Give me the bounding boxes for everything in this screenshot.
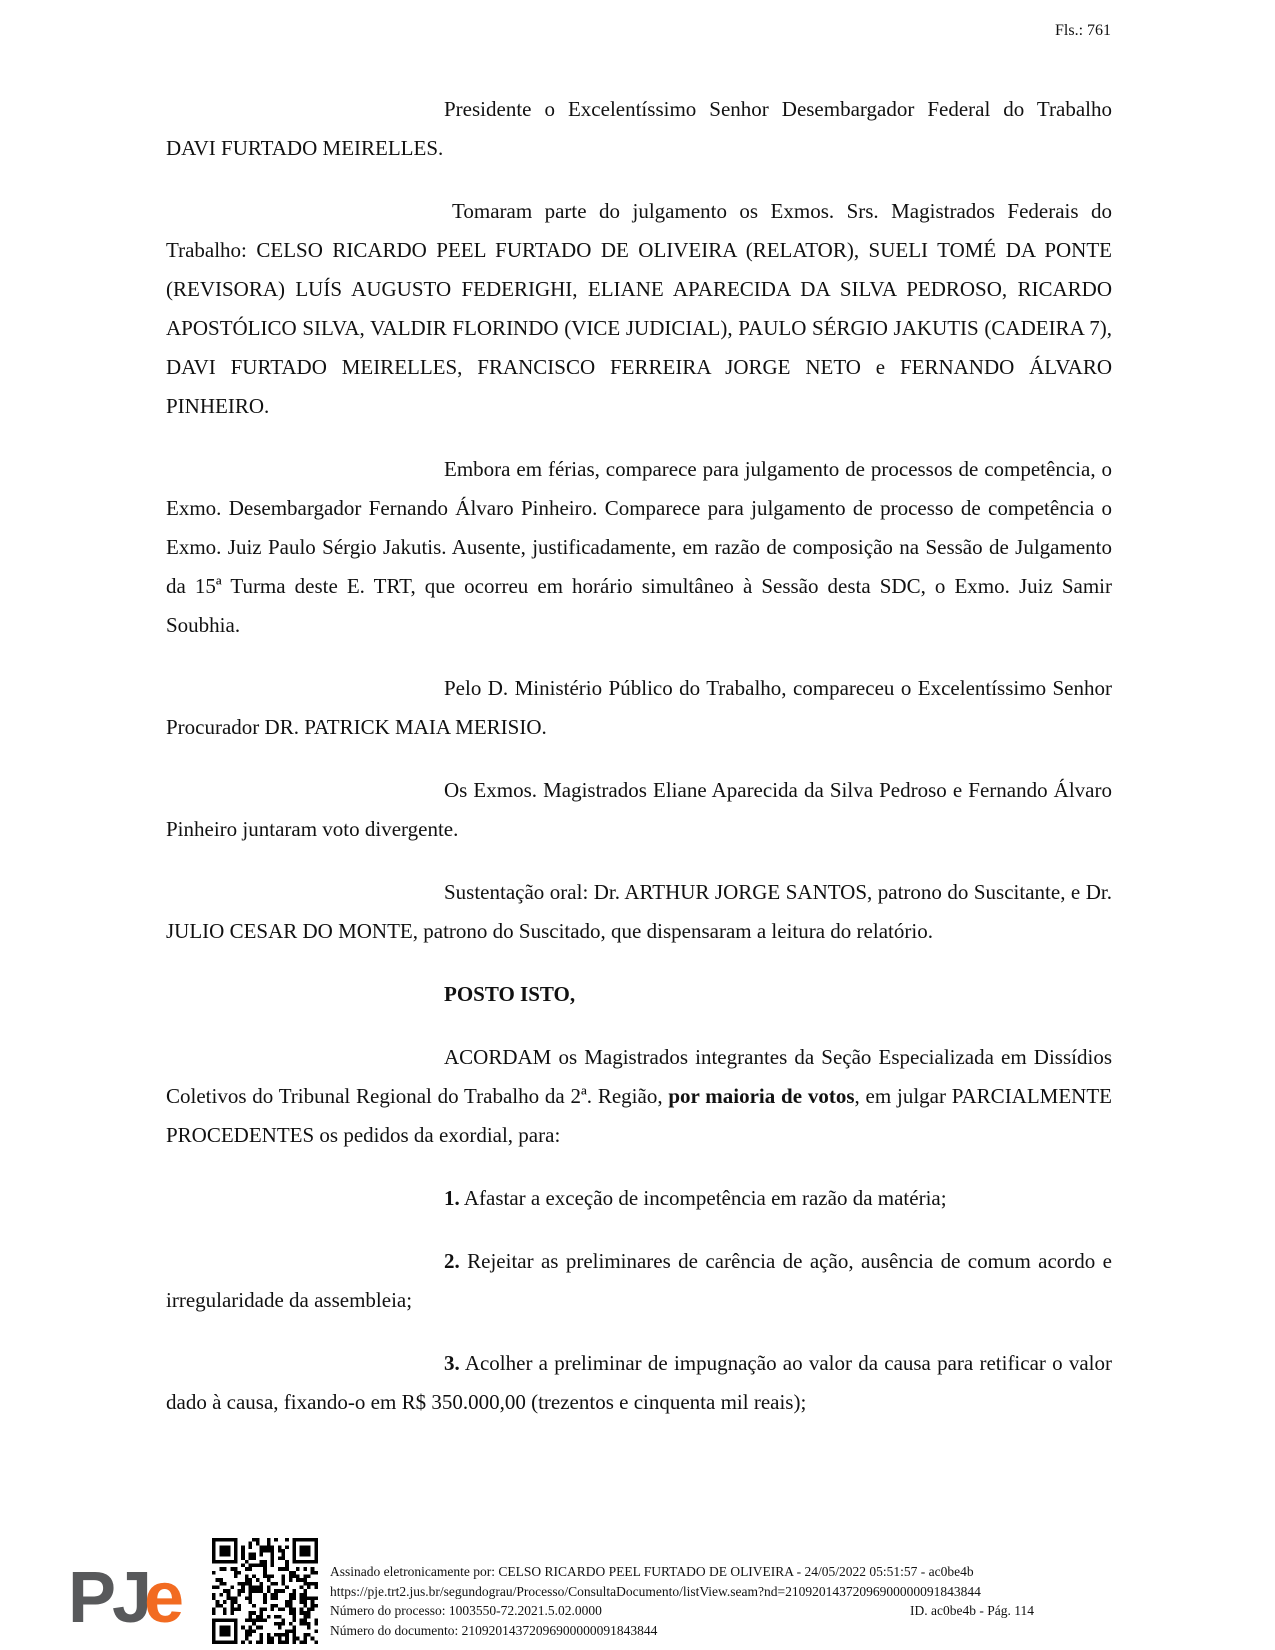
process-row: [330, 1601, 1090, 1621]
document-url-line: https://pje.trt2.jus.br/segundograu/Processo/ConsultaDocumento/listView.seam?nd=21092014372096900000091843844: [330, 1583, 981, 1599]
list-item-3: 3. Acolher a preliminar de impugnação ao valor da causa para retificar o valor dado à causa, fixando-o em R$ 350.000,00 (trezentos e cinquenta mil reais);: [166, 1351, 1112, 1414]
document-body: [166, 90, 1112, 1446]
section-heading: POSTO ISTO,: [444, 982, 576, 1006]
paragraph-divergent-vote: Os Exmos. Magistrados Eliane Aparecida da Silva Pedroso e Fernando Álvaro Pinheiro juntaram voto divergente.: [166, 778, 1112, 841]
signature-block: [330, 1562, 1090, 1640]
paragraph-president: Presidente o Excelentíssimo Senhor Desembargador Federal do Trabalho DAVI FURTADO MEIRELLES.: [166, 97, 1112, 160]
svg-text:J: J: [112, 1562, 153, 1632]
process-number: Número do processo: 1003550-72.2021.5.02.0000: [330, 1603, 602, 1618]
document-number: Número do documento: 21092014372096900000091843844: [330, 1622, 658, 1638]
paragraph-prosecutor: Pelo D. Ministério Público do Trabalho, compareceu o Excelentíssimo Senhor Procurador DR. PATRICK MAIA MERISIO.: [166, 676, 1112, 739]
paragraph-oral-argument: Sustentação oral: Dr. ARTHUR JORGE SANTOS, patrono do Suscitante, e Dr. JULIO CESAR DO MONTE, patrono do Suscitado, que dispensaram a leitura do relatório.: [166, 880, 1112, 943]
ruling-emphasis: por maioria de votos: [668, 1084, 855, 1108]
paragraph-participants: Tomaram parte do julgamento os Exmos. Srs. Magistrados Federais do Trabalho: CELSO RICARDO PEEL FURTADO DE OLIVEIRA (RELATOR), SUELI TOMÉ DA PONTE (REVISORA) LUÍS AUGUSTO FEDERIGHI, ELIANE APARECIDA DA SILVA PEDROSO, RICARDO APOSTÓLICO SILVA, VALDIR FLORINDO (VICE JUDICIAL), PAULO SÉRGIO JAKUTIS (CADEIRA 7), DAVI FURTADO MEIRELLES, FRANCISCO FERREIRA JORGE NETO e FERNANDO ÁLVARO PINHEIRO.: [166, 199, 1112, 418]
list-item-2: 2. Rejeitar as preliminares de carência de ação, ausência de comum acordo e irregularidade da assembleia;: [166, 1249, 1112, 1312]
qr-code-icon: [212, 1538, 318, 1644]
signature-footer: [0, 1528, 1275, 1650]
list-item-1: 1. Afastar a exceção de incompetência em razão da matéria;: [444, 1186, 947, 1210]
paragraph-attendance: Embora em férias, comparece para julgamento de processos de competência, o Exmo. Desembargador Fernando Álvaro Pinheiro. Comparece para julgamento de processo de competência o Exmo. Juiz Paulo Sérgio Jakutis. Ausente, justificadamente, em razão de composição na Sessão de Julgamento da 15ª Turma deste E. TRT, que ocorreu em horário simultâneo à Sessão desta SDC, o Exmo. Juiz Samir Soubhia.: [166, 457, 1112, 637]
svg-text:P: P: [68, 1562, 117, 1632]
svg-text:e: e: [144, 1562, 185, 1632]
page-number: Fls.: 761: [1055, 22, 1112, 39]
document-id-page: ID. ac0be4b - Pág. 114: [910, 1603, 1034, 1618]
pje-logo: [68, 1562, 198, 1632]
paragraph-ruling: ACORDAM os Magistrados integrantes da Seção Especializada em Dissídios Coletivos do Tribunal Regional do Trabalho da 2ª. Região, por maioria de votos, em julgar PARCIALMENTE PROCEDENTES os pedidos da exordial, para:: [166, 1045, 1112, 1147]
signed-by-line: Assinado eletronicamente por: CELSO RICARDO PEEL FURTADO DE OLIVEIRA - 24/05/2022 05:51:57 - ac0be4b: [330, 1564, 974, 1579]
